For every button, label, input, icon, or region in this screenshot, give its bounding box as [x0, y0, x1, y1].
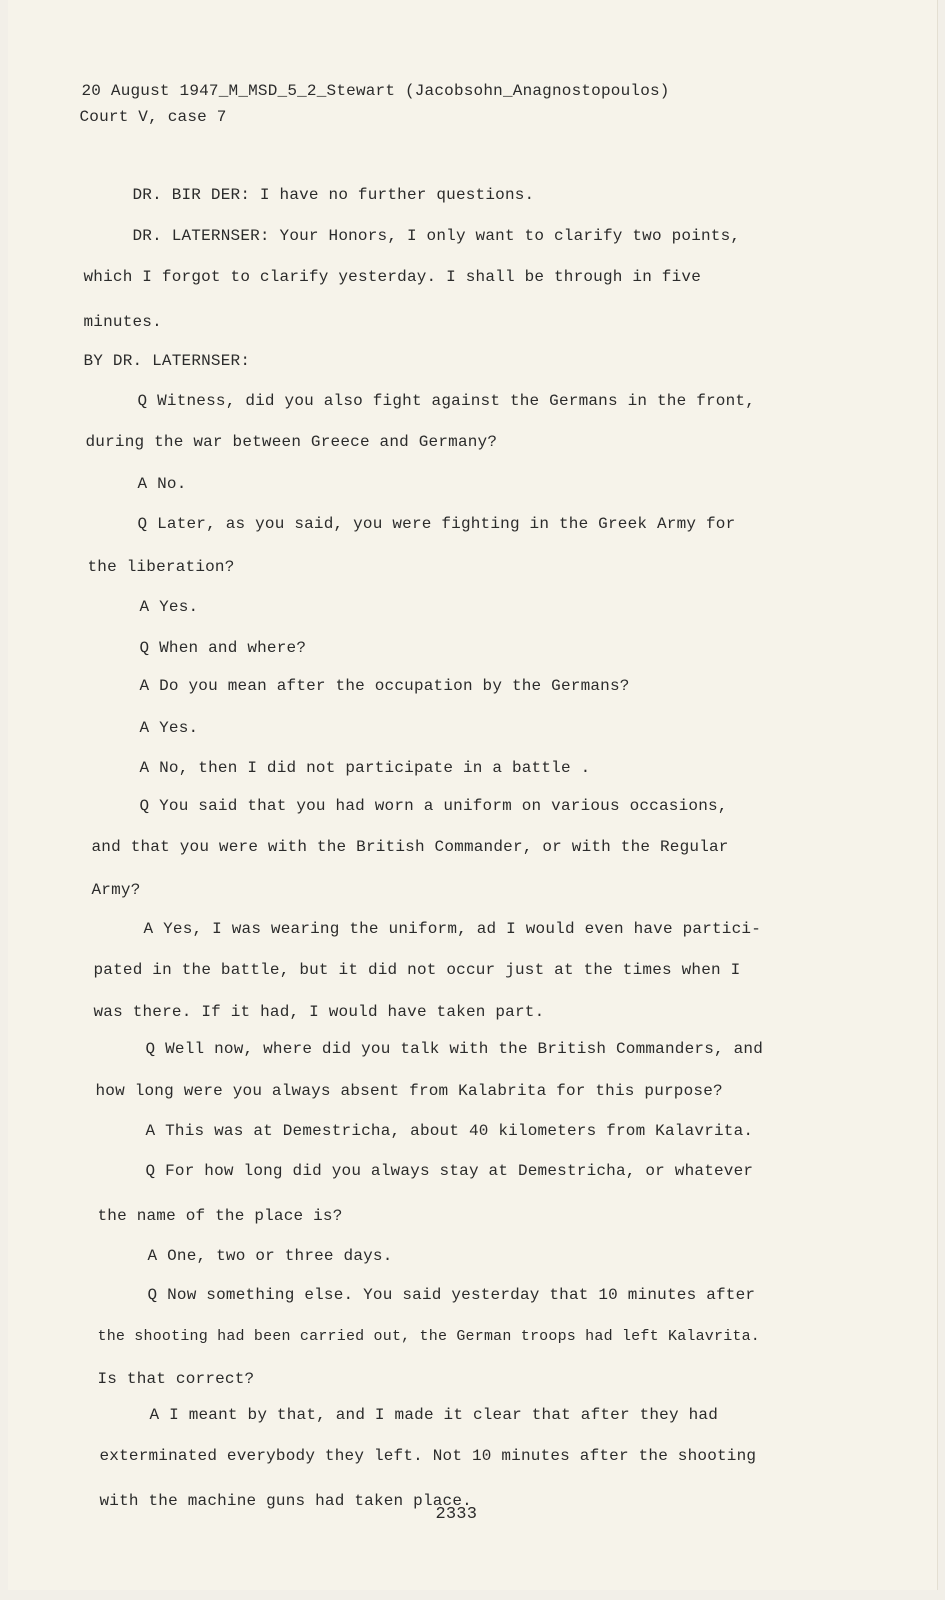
body-line: how long were you always absent from Kalabrita for this purpose? — [95, 1082, 723, 1100]
body-line: BY DR. LATERNSER: — [83, 352, 251, 370]
body-line: Q When and where? — [139, 639, 307, 657]
body-line: and that you were with the British Commander, or with the Regular — [91, 838, 729, 856]
body-line: which I forgot to clarify yesterday. I shall be through in five — [83, 268, 701, 286]
body-line: Q For how long did you always stay at Demestricha, or whatever — [145, 1162, 754, 1180]
body-line: pated in the battle, but it did not occur just at the times when I — [93, 961, 741, 979]
header-line-1: 20 August 1947_M_MSD_5_2_Stewart (Jacobsohn_Anagnostopoulos) — [81, 82, 670, 100]
body-line: A One, two or three days. — [147, 1247, 393, 1265]
body-line: during the war between Greece and Germany? — [85, 433, 498, 451]
body-line: A This was at Demestricha, about 40 kilometers from Kalavrita. — [145, 1122, 754, 1140]
body-line: A Do you mean after the occupation by the Germans? — [139, 677, 630, 695]
page-number: 2333 — [435, 1505, 478, 1524]
header-line-2: Court V, case 7 — [79, 108, 227, 126]
body-line: Q You said that you had worn a uniform on various occasions, — [139, 797, 728, 815]
body-line: A Yes. — [139, 719, 199, 737]
body-line: Army? — [91, 881, 141, 899]
body-line: Q Later, as you said, you were fighting in the Greek Army for — [137, 515, 736, 533]
body-line: minutes. — [83, 313, 162, 331]
body-line: exterminated everybody they left. Not 10 minutes after the shooting — [99, 1447, 757, 1465]
body-line: Q Now something else. You said yesterday that 10 minutes after — [147, 1286, 756, 1304]
body-line: A Yes. — [139, 598, 199, 616]
body-line: DR. LATERNSER: Your Honors, I only want to clarify two points, — [132, 227, 741, 245]
body-line: was there. If it had, I would have taken part. — [93, 1003, 545, 1021]
body-line: A No. — [137, 475, 187, 493]
body-line: with the machine guns had taken place. — [99, 1492, 472, 1510]
document-page — [8, 0, 938, 1590]
body-line: A I meant by that, and I made it clear that after they had — [149, 1406, 718, 1424]
body-line: DR. BIR DER: I have no further questions. — [132, 186, 535, 204]
body-line: Q Witness, did you also fight against the Germans in the front, — [137, 392, 755, 410]
body-line: the liberation? — [87, 558, 235, 576]
body-line: Is that correct? — [97, 1370, 255, 1388]
body-line: the shooting had been carried out, the German troops had left Kalavrita. — [97, 1328, 761, 1345]
body-line: Q Well now, where did you talk with the British Commanders, and — [145, 1040, 763, 1058]
body-line: A No, then I did not participate in a battle . — [139, 759, 591, 777]
body-line: A Yes, I was wearing the uniform, ad I would even have partici- — [143, 920, 761, 938]
body-line: the name of the place is? — [97, 1207, 343, 1225]
